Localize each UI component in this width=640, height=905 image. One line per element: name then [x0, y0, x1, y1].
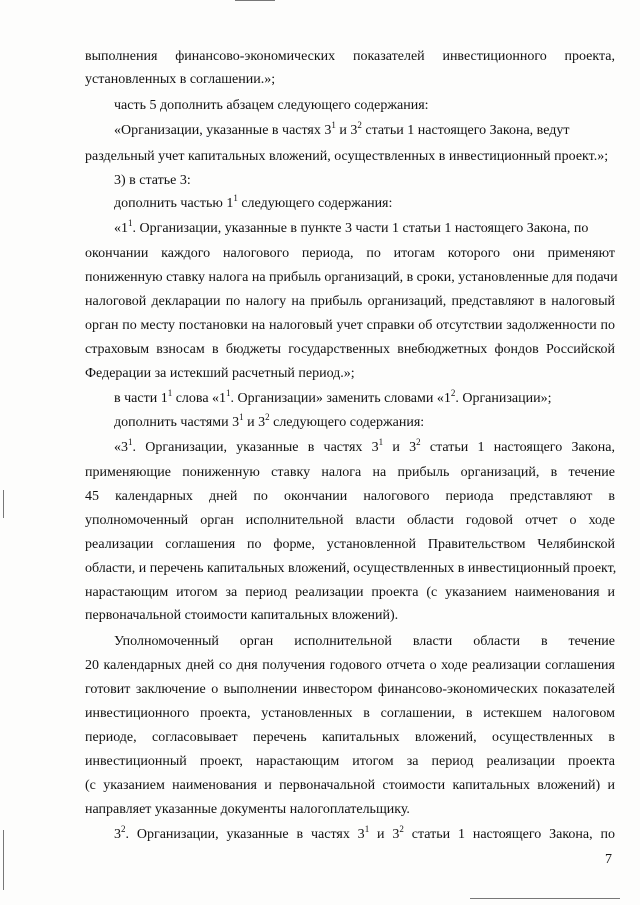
text-line-31: (с указанием наименования и первоначальной стоимости капитальных вложений) и: [85, 778, 615, 793]
text-line-27: готовит заключение о выполнении инвестором финансово-экономических показателей: [85, 682, 615, 697]
text-line-4: «Организации, указанные в частях $3^1$ и $3^2$ статьи 1 настоящего Закона, ведут: [114, 120, 570, 138]
text-line-33: $3^2$. Организации, указанные в частях $3^1$ и $3^2$ статьи 1 настоящего Закона, по: [114, 824, 615, 842]
text-line-6: 3) в статье 3:: [114, 173, 191, 188]
text-line-20: уполномоченный орган исполнительной власти области годовой отчет о ходе: [85, 513, 615, 528]
text-line-24: первоначальной стоимости капитальных вложений).: [85, 608, 399, 623]
text-line-17: «$3^1$. Организации, указанные в частях $3^1$ и $3^2$ статьи 1 настоящего Закона,: [114, 437, 615, 455]
text-line-16: дополнить частями $3^1$ и $3^2$ следующего содержания:: [114, 412, 425, 430]
text-line-1: выполнения финансово-экономических показателей инвестиционного проекта,: [85, 49, 615, 64]
text-line-12: орган по месту постановки на налоговый учет справки об отсутствии задолженности по: [85, 318, 615, 333]
text-line-8: «$1^1$. Организации, указанные в пункте 3 части 1 статьи 1 настоящего Закона, по: [114, 218, 589, 236]
text-line-13: страховым взносам в бюджеты государственных внебюджетных фондов Российской: [85, 342, 615, 357]
text-line-19: 45 календарных дней по окончании налогового периода представляют в: [85, 489, 615, 504]
text-line-26: 20 календарных дней со дня получения годового отчета о ходе реализации соглашения: [85, 658, 615, 673]
text-line-32: направляет указанные документы налогоплательщику.: [85, 802, 410, 817]
text-line-15: в части $1^1$ слова «$1^1$. Организации» заменить словами «$1^2$. Организации»;: [114, 388, 552, 406]
scan-mark-left-1: [3, 490, 4, 518]
text-line-22: области, и перечень капитальных вложений, осуществленных в инвестиционный проект,: [85, 561, 617, 576]
text-line-18: применяющие пониженную ставку налога на прибыль организаций, в течение: [85, 465, 615, 480]
scan-mark-left-2: [3, 830, 4, 890]
text-line-11: налоговой декларации по налогу на прибыль организаций, представляют в налоговый: [85, 294, 615, 309]
text-line-14: Федерации за истекший расчетный период.»;: [85, 366, 355, 381]
scan-mark-top: [235, 0, 275, 1]
text-line-30: инвестиционный проект, нарастающим итогом за период реализации проекта: [85, 754, 615, 769]
page-number: 7: [605, 852, 612, 867]
text-line-2: установленных в соглашении.»;: [85, 72, 276, 87]
text-line-21: реализации соглашения по форме, установленной Правительством Челябинской: [85, 537, 615, 552]
text-line-10: пониженную ставку налога на прибыль организаций, в сроки, установленные для подачи: [85, 270, 618, 285]
scan-mark-bottom: [470, 898, 620, 899]
text-line-29: периоде, согласовывает перечень капитальных вложений, осуществленных в: [85, 730, 615, 745]
text-line-23: нарастающим итогом за период реализации проекта (с указанием наименования и: [85, 585, 615, 600]
text-line-9: окончании каждого налогового периода, по итогам которого они применяют: [85, 246, 615, 261]
text-line-3: часть 5 дополнить абзацем следующего содержания:: [114, 98, 429, 113]
text-line-25: Уполномоченный орган исполнительной власти области в течение: [114, 634, 615, 649]
text-line-7: дополнить частью $1^1$ следующего содержания:: [114, 193, 393, 211]
text-line-5: раздельный учет капитальных вложений, осуществленных в инвестиционный проект.»;: [85, 149, 609, 164]
text-line-28: инвестиционного проекта, установленных в соглашении, в истекшем налоговом: [85, 706, 615, 721]
